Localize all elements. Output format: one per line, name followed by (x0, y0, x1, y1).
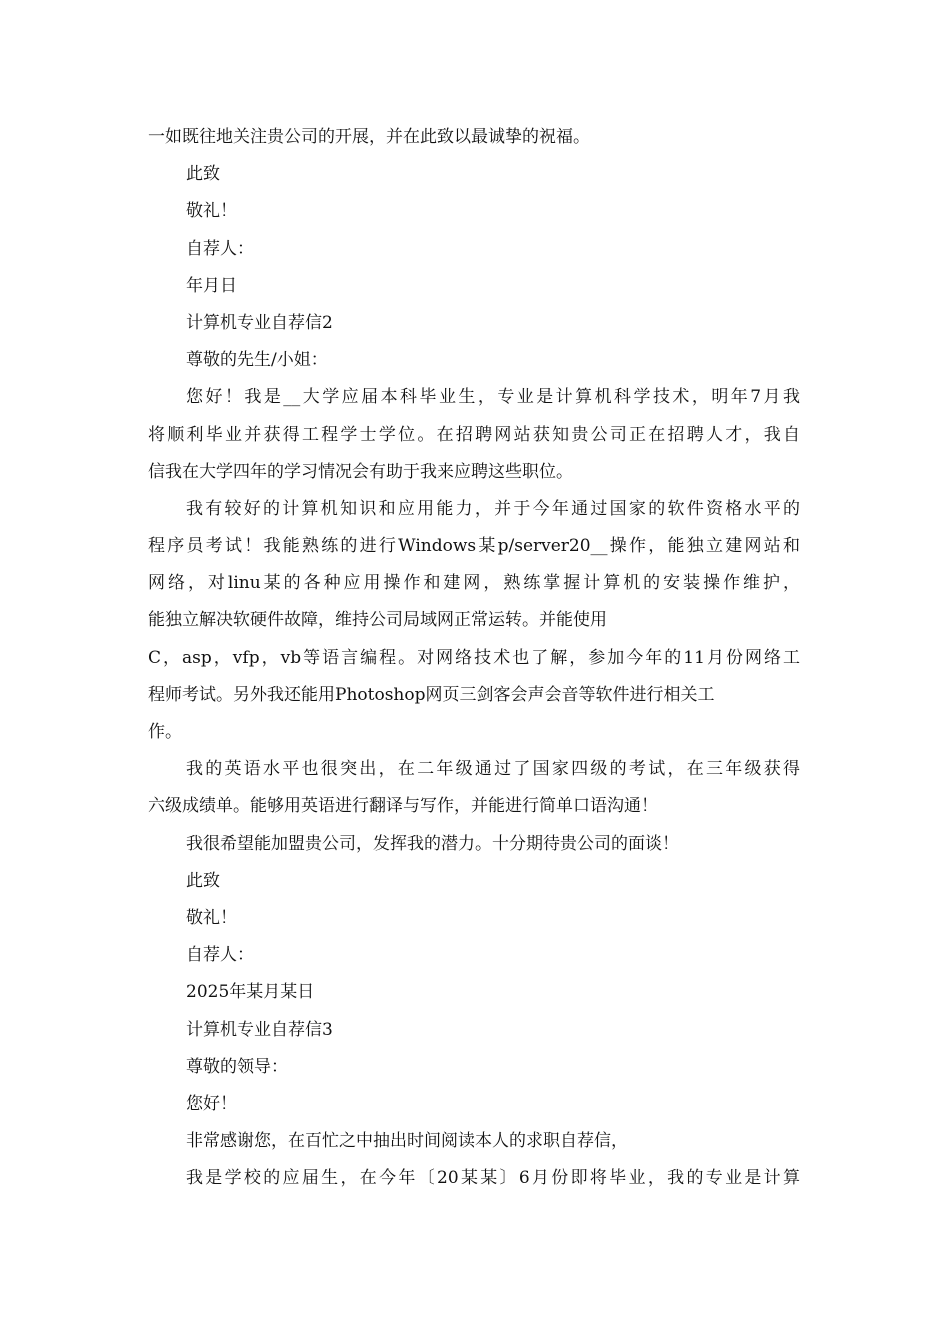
text-line: 敬礼！ (186, 201, 237, 222)
text-line: 尊敬的先生/小姐： (186, 350, 328, 371)
text-line: 程序员考试！我能熟练的进行Windows某p/server20__操作，能独立建网站和 (148, 536, 800, 557)
text-line: 我很希望能加盟贵公司，发挥我的潜力。十分期待贵公司的面谈！ (186, 833, 679, 854)
text-line: 您好！ (186, 1093, 237, 1114)
text-line: 此致 (186, 870, 220, 891)
text-line: 2025年某月某日 (186, 982, 315, 1003)
text-line: 我的英语水平也很突出，在二年级通过了国家四级的考试，在三年级获得 (186, 759, 800, 780)
text-line: 我是学校的应届生，在今年〔20某某〕6月份即将毕业，我的专业是计算 (186, 1168, 800, 1189)
text-line: 计算机专业自荐信2 (186, 312, 333, 333)
text-line: 信我在大学四年的学习情况会有助于我来应聘这些职位。 (148, 461, 573, 482)
text-line: 一如既往地关注贵公司的开展，并在此致以最诚挚的祝福。 (148, 127, 590, 147)
text-line: 我有较好的计算机知识和应用能力，并于今年通过国家的软件资格水平的 (186, 498, 800, 519)
text-line: 能独立解决软硬件故障，维持公司局域网正常运转。并能使用 (148, 610, 607, 631)
text-line: 自荐人： (186, 238, 254, 259)
text-line: 自荐人： (186, 945, 254, 966)
text-line: 此致 (186, 164, 220, 185)
text-line: 计算机专业自荐信3 (186, 1019, 333, 1040)
text-line: 作。 (148, 722, 182, 742)
text-line: 尊敬的领导： (186, 1056, 288, 1077)
text-line: 将顺利毕业并获得工程学士学位。在招聘网站获知贵公司正在招聘人才，我自 (148, 424, 800, 445)
text-line: 您好！我是__大学应届本科毕业生，专业是计算机科学技术，明年7月我 (186, 387, 800, 408)
text-line: 年月日 (186, 275, 237, 296)
text-line: 网络，对linu某的各种应用操作和建网，熟练掌握计算机的安装操作维护， (148, 573, 800, 594)
text-line: 敬礼！ (186, 907, 237, 928)
text-line: 六级成绩单。能够用英语进行翻译与写作，并能进行简单口语沟通！ (148, 796, 658, 817)
letter-body (148, 119, 800, 1197)
text-line: 非常感谢您，在百忙之中抽出时间阅读本人的求职自荐信， (186, 1131, 628, 1152)
text-line: 程师考试。另外我还能用Photoshop网页三剑客会声会音等软件进行相关工 (148, 684, 715, 705)
text-line: C，asp，vfp，vb等语言编程。对网络技术也了解，参加今年的11月份网络工 (148, 647, 800, 668)
